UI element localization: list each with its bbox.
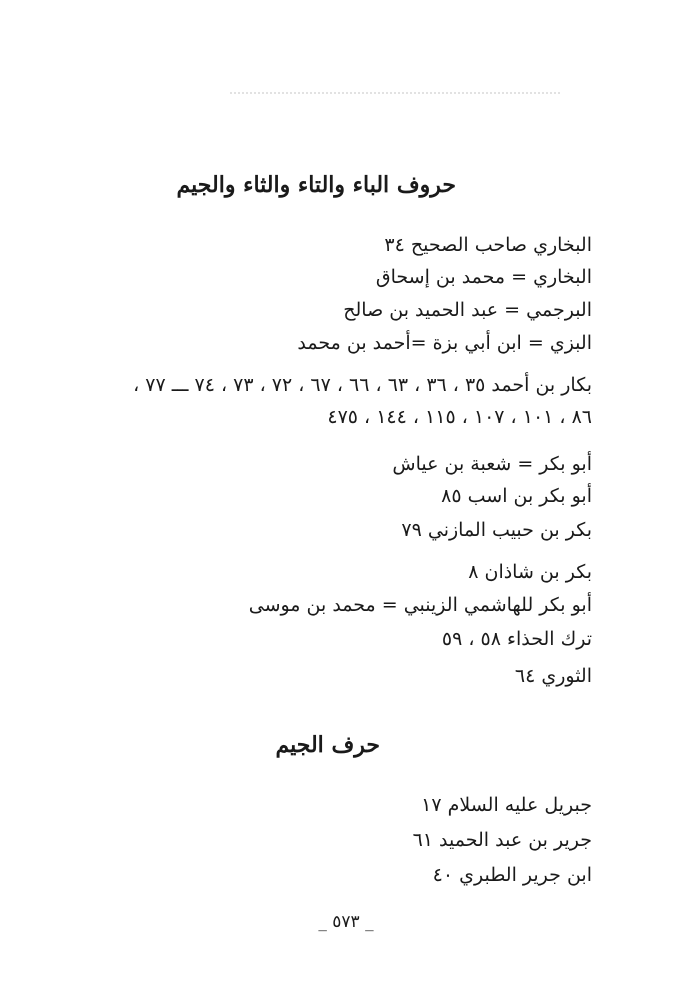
page-number: _ ٥٧٣ _: [318, 912, 374, 932]
index-entry: البرجمي = عبد الحميد بن صالح: [343, 299, 592, 321]
index-entry-continuation: ٨٦ ، ١٠١ ، ١٠٧ ، ١١٥ ، ١٤٤ ، ٤٧٥: [327, 406, 592, 428]
index-entry: البخاري = محمد بن إسحاق: [375, 266, 592, 288]
index-entry: أبو بكر = شعبة بن عياش: [392, 453, 592, 475]
index-entry: أبو بكر للهاشمي الزينبي = محمد بن موسى: [248, 594, 592, 616]
index-entry: البزي = ابن أبي بزة =أحمد بن محمد: [297, 332, 592, 354]
index-entry: جبريل عليه السلام ١٧: [421, 794, 592, 816]
index-entry: ابن جرير الطبري ٤٠: [432, 864, 592, 886]
index-entry: الثوري ٦٤: [514, 665, 592, 687]
section-heading-jim: حرف الجيم: [275, 732, 380, 758]
scan-artifact: [230, 92, 560, 96]
index-entry: بكر بن شاذان ٨: [468, 561, 592, 583]
index-entry: أبو بكر بن اسب ٨٥: [441, 485, 592, 507]
index-entry: بكار بن أحمد ٣٥ ، ٣٦ ، ٦٣ ، ٦٦ ، ٦٧ ، ٧٢ ، ٧٣ ، ٧٤ ـــ ٧٧ ،: [133, 374, 592, 396]
section-heading-ba-ta-tha-jim: حروف الباء والتاء والثاء والجيم: [176, 172, 456, 198]
index-entry: جرير بن عبد الحميد ٦١: [412, 829, 592, 851]
index-entry: ترك الحذاء ٥٨ ، ٥٩: [441, 628, 592, 650]
index-entry: بكر بن حبيب المازني ٧٩: [401, 519, 592, 541]
index-entry: البخاري صاحب الصحيح ٣٤: [384, 234, 592, 256]
